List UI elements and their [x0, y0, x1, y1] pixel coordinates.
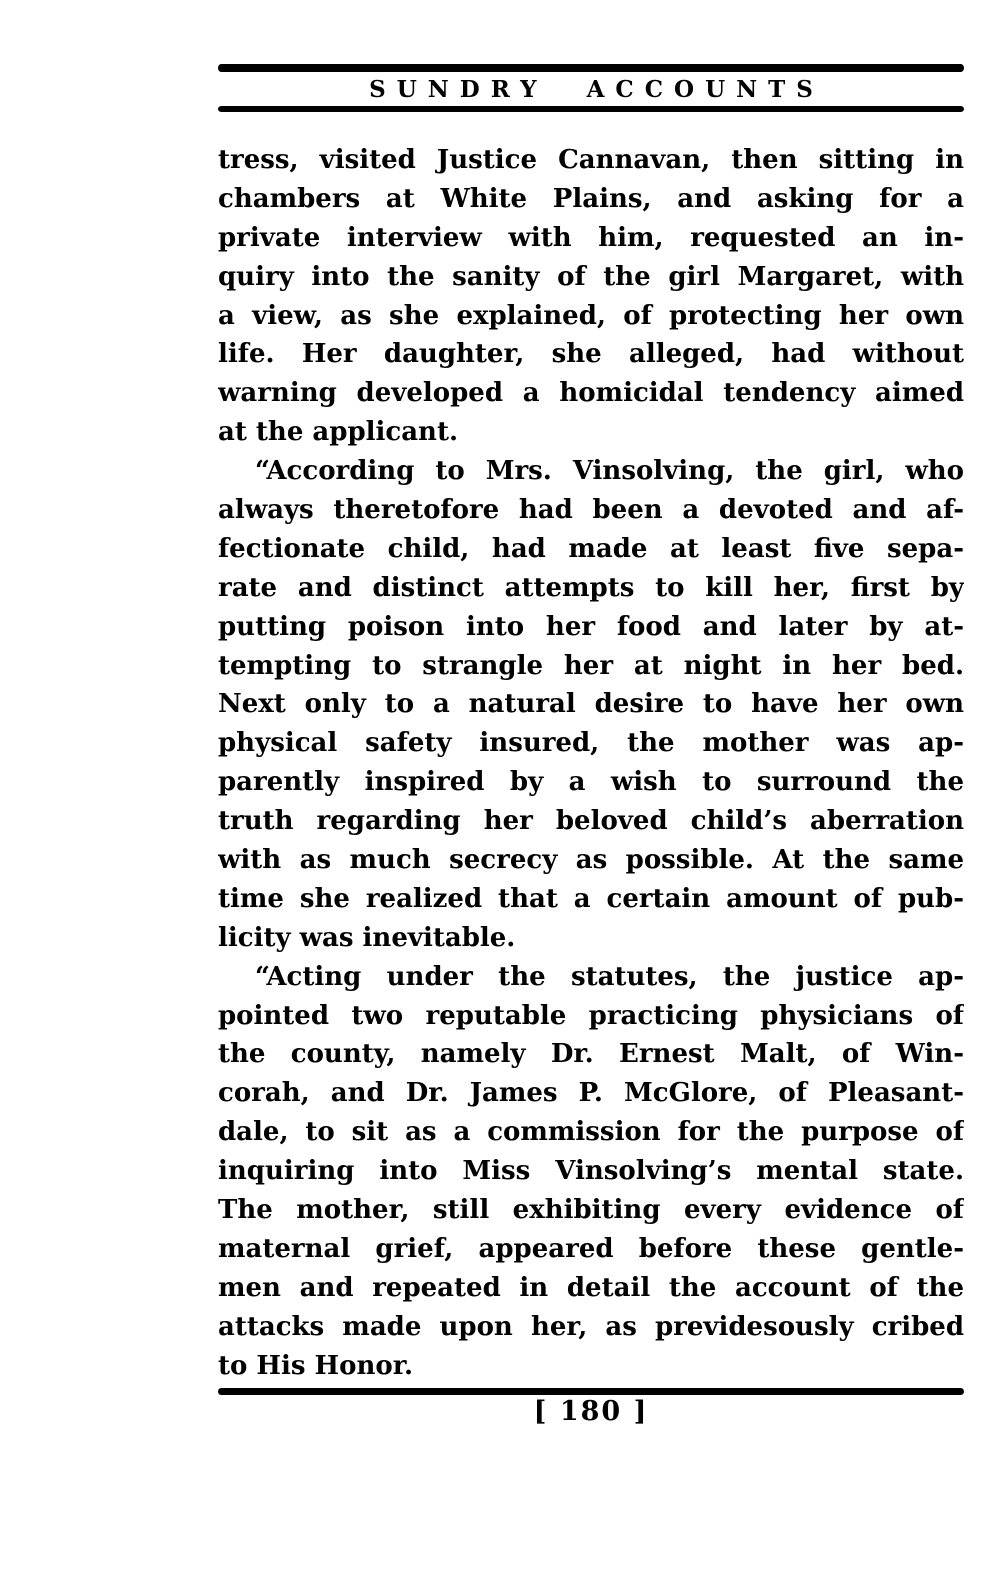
footer-rule	[218, 1388, 964, 1395]
text-line: a view, as she explained, of protecting her own	[218, 300, 964, 331]
text-line: The mother, still exhibiting every evidence of	[218, 1195, 964, 1226]
text-line: life. Her daughter, she alleged, had without	[218, 339, 964, 370]
text-line: fectionate child, had made at least five sepa-	[218, 533, 964, 564]
text-line: maternal grief, appeared before these gentle-	[218, 1233, 964, 1264]
body-text	[218, 141, 964, 1386]
text-line: men and repeated in detail the account of the	[218, 1272, 964, 1303]
text-line: at the applicant.	[218, 417, 459, 448]
running-head	[218, 64, 964, 112]
text-line: putting poison into her food and later by at-	[218, 611, 964, 642]
text-line: warning developed a homicidal tendency aimed	[218, 378, 964, 409]
text-line: licity was inevitable.	[218, 922, 516, 953]
text-line: physical safety insured, the mother was ap-	[218, 728, 964, 759]
text-line: “Acting under the statutes, the justice ap-	[255, 961, 964, 992]
text-line: corah, and Dr. James P. McGlore, of Pleasant-	[218, 1078, 964, 1109]
text-line: rate and distinct attempts to kill her, first by	[218, 572, 964, 603]
text-line: Next only to a natural desire to have her own	[218, 689, 964, 720]
text-line: parently inspired by a wish to surround the	[218, 767, 964, 798]
text-line: truth regarding her beloved child’s aberration	[218, 806, 964, 837]
text-line: time she realized that a certain amount of pub-	[218, 883, 964, 914]
text-line: quiry into the sanity of the girl Margaret, with	[218, 261, 964, 292]
text-line: dale, to sit as a commission for the purpose of	[218, 1117, 964, 1148]
header-rule-bottom	[218, 106, 964, 112]
text-line: private interview with him, requested an in-	[218, 222, 964, 253]
text-line: tress, visited Justice Cannavan, then sitting in	[218, 145, 964, 175]
text-line: with as much secrecy as possible. At the same	[218, 845, 964, 876]
text-line: chambers at White Plains, and asking for a	[218, 183, 964, 214]
text-line: attacks made upon her, as previdesously cribed	[218, 1311, 964, 1342]
text-line: tempting to strangle her at night in her bed.	[218, 650, 964, 681]
page-number: [ 180 ]	[533, 1396, 649, 1427]
text-line: to His Honor.	[218, 1350, 414, 1381]
text-line: always theretofore had been a devoted and af-	[218, 495, 964, 526]
header-rule-top	[218, 64, 964, 72]
text-line: pointed two reputable practicing physicians of	[218, 1000, 964, 1031]
text-line: the county, namely Dr. Ernest Malt, of Win-	[218, 1039, 964, 1070]
page-title: SUNDRY ACCOUNTS	[369, 76, 824, 103]
text-line: inquiring into Miss Vinsolving’s mental state.	[218, 1156, 964, 1187]
text-line: “According to Mrs. Vinsolving, the girl, who	[255, 456, 964, 487]
